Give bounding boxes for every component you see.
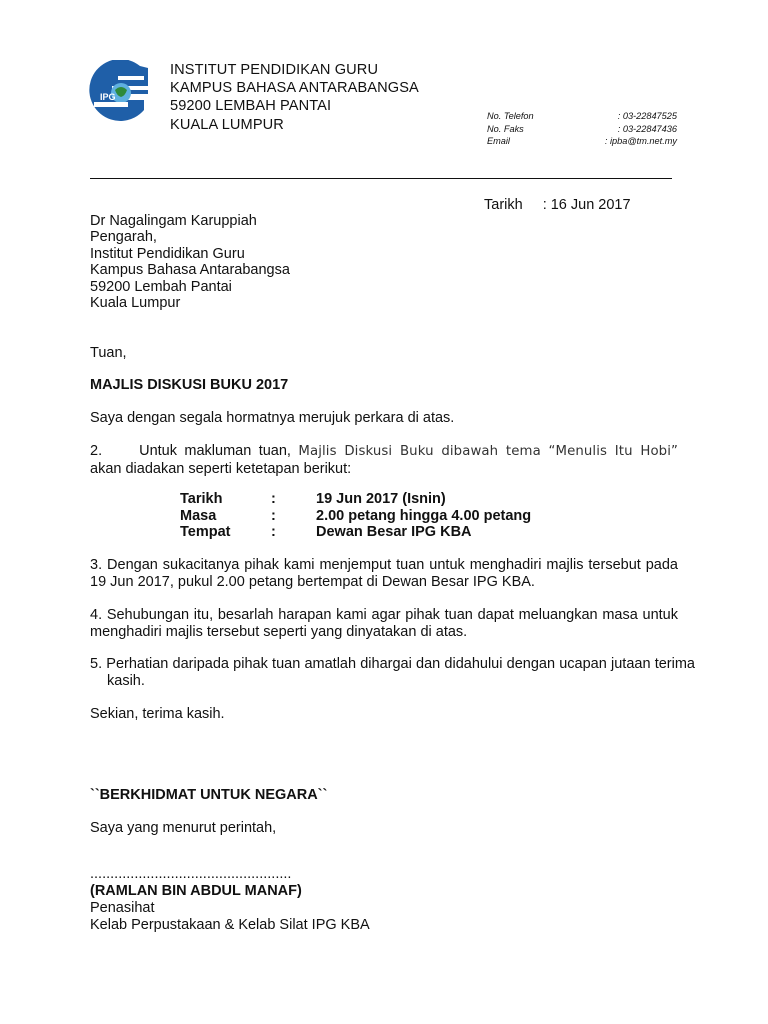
motto: ``BERKHIDMAT UNTUK NEGARA`` xyxy=(90,787,328,803)
ipg-logo xyxy=(88,60,150,128)
para2-part3: akan diadakan seperti ketetapan berikut: xyxy=(90,460,352,477)
closing-line: Sekian, terima kasih. xyxy=(90,706,225,722)
detail-row xyxy=(180,491,540,508)
contact-label: No. Telefon xyxy=(487,111,534,121)
contact-label: Email xyxy=(487,136,510,147)
event-details xyxy=(180,491,540,541)
logo-text: IPG xyxy=(100,92,116,102)
detail-value: Dewan Besar IPG KBA xyxy=(316,524,472,541)
institution-line: INSTITUT PENDIDIKAN GURU xyxy=(170,62,379,78)
signature-block xyxy=(90,866,370,934)
header-divider xyxy=(90,178,672,179)
recipient-line: Kuala Lumpur xyxy=(90,295,181,312)
institution-address xyxy=(170,61,419,134)
letter-subject: MAJLIS DISKUSI BUKU 2017 xyxy=(90,377,289,393)
contact-value: : 03-22847436 xyxy=(617,123,677,134)
sign-off: Saya yang menurut perintah, xyxy=(90,820,277,836)
detail-colon: : xyxy=(271,491,276,507)
detail-key: Tempat xyxy=(180,524,231,541)
contact-row-fax xyxy=(487,123,677,136)
institution-line: 59200 LEMBAH PANTAI xyxy=(170,98,332,115)
detail-key: Masa xyxy=(180,507,217,524)
institution-line: KAMPUS BAHASA ANTARABANGSA xyxy=(170,80,419,97)
paragraph-4: 4. Sehubungan itu, besarlah harapan kami agar pihak tuan dapat meluangkan masa untuk menghadiri majlis tersebut seperti yang dinyatakan di atas. xyxy=(90,607,678,640)
contact-row-email xyxy=(487,135,677,148)
paragraph-5: 5. Perhatian daripada pihak tuan amatlah dihargai dan didahului dengan ucapan jutaan terima kasih. xyxy=(90,656,695,689)
recipient-address xyxy=(90,213,290,311)
recipient-line: Kampus Bahasa Antarabangsa xyxy=(90,262,290,279)
recipient-line: Dr Nagalingam Karuppiah xyxy=(90,213,257,229)
date-label: Tarikh xyxy=(484,197,523,213)
date-value: : 16 Jun 2017 xyxy=(542,197,631,213)
letter-date xyxy=(484,197,631,213)
para2-event-theme: Majlis Diskusi Buku dibawah tema “Menulis Itu Hobi” xyxy=(298,444,678,459)
recipient-line: Pengarah, xyxy=(90,229,157,246)
paragraph-3: 3. Dengan sukacitanya pihak kami menjemput tuan untuk menghadiri majlis tersebut pada 19 Jun 2017, pukul 2.00 petang bertempat di Dewan Besar IPG KBA. xyxy=(90,557,678,590)
contact-label: No. Faks xyxy=(487,123,524,134)
detail-row xyxy=(180,508,540,525)
institution-line: KUALA LUMPUR xyxy=(170,116,284,133)
recipient-line: 59200 Lembah Pantai xyxy=(90,278,232,295)
detail-colon: : xyxy=(271,524,276,541)
para2-number: 2. xyxy=(90,443,103,459)
detail-key: Tarikh xyxy=(180,491,223,507)
signatory-name: (RAMLAN BIN ABDUL MANAF) xyxy=(90,883,302,899)
detail-value: 2.00 petang hingga 4.00 petang xyxy=(316,507,532,524)
signatory-organization: Kelab Perpustakaan & Kelab Silat IPG KBA xyxy=(90,917,370,933)
detail-value: 19 Jun 2017 (Isnin) xyxy=(316,491,446,507)
detail-colon: : xyxy=(271,507,276,524)
contact-value: : ipba@tm.net.my xyxy=(604,136,677,147)
para2-part1: Untuk makluman tuan, xyxy=(139,443,291,459)
contact-value: : 03-22847525 xyxy=(617,111,677,121)
salutation: Tuan, xyxy=(90,345,127,361)
recipient-line: Institut Pendidikan Guru xyxy=(90,245,245,262)
contact-row-phone xyxy=(487,110,677,123)
contact-info xyxy=(487,110,677,148)
detail-row xyxy=(180,524,540,541)
signatory-title: Penasihat xyxy=(90,900,155,916)
paragraph-2 xyxy=(90,443,678,478)
signature-line: .................................................. xyxy=(90,866,292,882)
intro-paragraph: Saya dengan segala hormatnya merujuk perkara di atas. xyxy=(90,410,455,426)
